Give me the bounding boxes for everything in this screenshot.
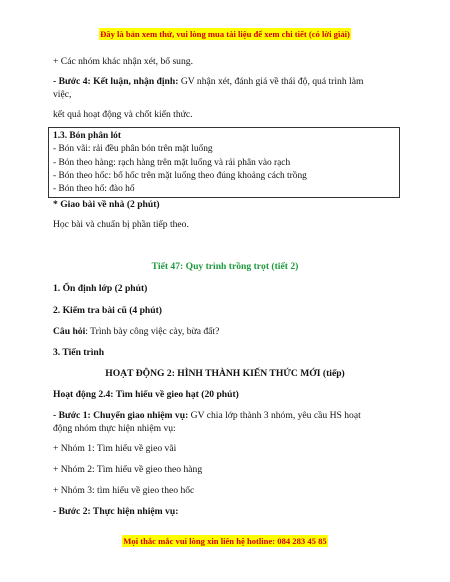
box-line: - Bón theo hốc: bổ hốc trên mặt luống theo đúng khoảng cách trồng [53, 170, 307, 181]
question-label: Câu hỏi [53, 326, 86, 337]
step-4-text: GV nhận xét, đánh giá về thái độ, quá trình làm [178, 76, 364, 87]
paragraph: kết quả hoạt động và chốt kiến thức. [53, 109, 193, 120]
step-4-label: - Bước 4: Kết luận, nhận định: [53, 76, 179, 87]
group-item: + Nhóm 1: Tìm hiểu về gieo vãi [53, 443, 177, 454]
paragraph: + Các nhóm khác nhận xét, bổ sung. [53, 56, 193, 67]
preview-banner-text: Đây là bản xem thử, vui lòng mua tài liệu để xem chi tiết (có lời giải) [100, 29, 350, 39]
box-line: - Bón theo hố: đào hố [53, 184, 135, 195]
box-line: - Bón theo hàng: rạch hàng trên mặt luống và rải phân vào rạch [53, 157, 291, 168]
step-1-text: GV chia lớp thành 3 nhóm, yêu cầu HS hoạt [188, 410, 361, 421]
activity-subtitle: Hoạt động 2.4: Tìm hiểu về gieo hạt (20 phút) [53, 389, 239, 400]
activity-title: HOẠT ĐỘNG 2: HÌNH THÀNH KIẾN THỨC MỚI (tiếp) [105, 368, 345, 379]
question [53, 326, 398, 339]
hotline-banner-text: Mọi thắc mắc vui lòng xin liên hệ hotline: 084 283 45 85 [123, 536, 327, 546]
homework-text: Học bài và chuẩn bị phần tiếp theo. [53, 219, 189, 230]
section-3: 3. Tiến trình [53, 347, 105, 358]
group-item: + Nhóm 3: tìm hiểu về gieo theo hốc [53, 485, 195, 496]
hotline-banner [0, 536, 450, 546]
step-2: - Bước 2: Thực hiện nhiệm vụ: [53, 506, 179, 517]
step-1-label: - Bước 1: Chuyển giao nhiệm vụ: [53, 410, 189, 421]
box-line: - Bón vãi: rải đều phân bón trên mặt luống [53, 144, 213, 155]
group-item: + Nhóm 2: Tìm hiểu về gieo theo hàng [53, 464, 203, 475]
box-title: 1.3. Bón phân lót [53, 131, 121, 141]
summary-box [48, 127, 400, 198]
step-1-cont: động nhóm thực hiện nhiệm vụ: [53, 423, 176, 434]
step-4-cont: việc, [53, 89, 72, 100]
preview-banner [0, 29, 450, 39]
step-4 [53, 76, 398, 89]
lesson-title: Tiết 47: Quy trình trồng trọt (tiết 2) [151, 261, 299, 272]
step-1 [53, 410, 398, 423]
homework-title: * Giao bài về nhà (2 phút) [53, 199, 160, 210]
question-text: : Trình bày công việc cày, bừa đất? [85, 326, 220, 337]
section-2: 2. Kiểm tra bài cũ (4 phút) [53, 305, 162, 316]
section-1: 1. Ổn định lớp (2 phút) [53, 283, 148, 294]
